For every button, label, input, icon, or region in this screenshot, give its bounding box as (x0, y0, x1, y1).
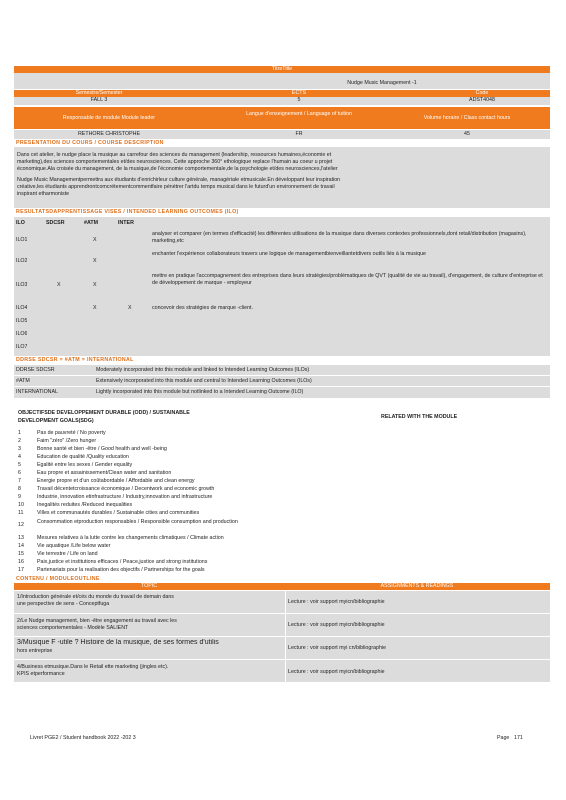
presentation-body (14, 147, 550, 208)
sdg-text: Mesures relatives à la lutte contre les changements climatiques / Climate action (37, 535, 224, 541)
topic-line: sciences comportementales - Modèle SALIENT (17, 625, 129, 631)
sdg-item (18, 454, 548, 462)
sdg-item (18, 510, 548, 518)
contenu-row (14, 660, 550, 682)
sdg-item (18, 478, 548, 486)
intl-row-text: Moderately incorporated into this module and linked to Intended Learning Outcomes (ILOs) (96, 367, 310, 373)
sdg-number: 14 (18, 543, 24, 549)
intl-row-label: #ATM (16, 378, 30, 384)
intl-table (14, 365, 550, 398)
sdg-number: 2 (18, 438, 21, 444)
assign-text: Lecture : voir support myicn/bibliographie (288, 622, 385, 628)
sdg-text: Partenariats pour la realisation des objectifs / Partnerships for the goals (37, 567, 205, 573)
assign-text: Lecture : voir support myicn/bibliographie (288, 669, 385, 675)
ilo-atm-mark: X (93, 305, 97, 311)
sdg-item (18, 535, 548, 543)
sdg-number: 5 (18, 462, 21, 468)
ilo-table (14, 217, 550, 356)
sdg-text: Bonne santé et bien -être / Good health and well -being (37, 446, 167, 452)
sdg-text: Travail décentetcroissance économique / Decentwork and economic growth (37, 486, 215, 492)
code-value: ADST4048 (469, 97, 495, 103)
semester-value-bar (14, 97, 550, 105)
sdg-text: Vie aquatique /Life below water (37, 543, 111, 549)
volume-value: 45 (464, 131, 470, 137)
sdg-text: Vie terrestre / Life on land (37, 551, 98, 557)
sdg-number: 9 (18, 494, 21, 500)
sdg-item (18, 543, 548, 551)
ilo-atm-mark: X (93, 258, 97, 264)
ilo-inter-mark: X (128, 305, 132, 311)
assign-text: Lecture : voir support myi cn/bibliographie (288, 645, 387, 651)
leader-value-bar (14, 130, 550, 139)
footer-page-number: 171 (514, 735, 523, 741)
presentation-line: Dans cet atelier, le nudge place la musique au carrefour des sciences du management (leadership, ressources humaines,économie et (17, 152, 332, 158)
ilo-atm-mark: X (93, 282, 97, 288)
langue-label: Langue d'enseignement / Language of tuition (246, 111, 352, 117)
contenu-heading: CONTENU / MODULEOUTLINE (16, 576, 100, 582)
assign-label: ASSIGNMENTS & READINGS (380, 583, 454, 589)
sdg-text: Egalité entre les sexes / Gender equality (37, 462, 133, 468)
sdg-item (18, 559, 548, 567)
title-value-bar (14, 73, 550, 89)
contenu-row (14, 637, 550, 660)
leader-header-bar (14, 107, 550, 129)
sdg-text: Industrie, innovation etinfrastructure / Industry,innovation and infrastructure (37, 494, 213, 500)
sdg-text: Eau propre et assainissement/Clean water and sanitation (37, 470, 172, 476)
code-label: Code (475, 90, 489, 96)
sdg-number: 3 (18, 446, 21, 452)
ilo-id: ILO5 (16, 318, 28, 324)
sdg-item (18, 486, 548, 494)
semester-header-bar (14, 90, 550, 97)
title-label-bar (14, 66, 550, 73)
presentation-line: marketing),des sciences comportementales et/des neurosciences. Cette approche 360° ethologique replace l'humain au coeur u projet (17, 159, 333, 165)
sdg-number: 7 (18, 478, 21, 484)
sdg-number: 12 (18, 522, 24, 528)
sdg-number: 8 (18, 486, 21, 492)
ilo-col-header: #ATM (84, 220, 99, 226)
topic-line: KPIS etperformance (17, 671, 65, 677)
intl-row-text: Lightly incorporated into this module but notlinked to a Intended Learning Outcome (ILO) (96, 389, 304, 395)
sdg-number: 4 (18, 454, 21, 460)
ilo-id: ILO7 (16, 344, 28, 350)
ilo-text: concevoir des stratégies de marque -client. (152, 305, 253, 311)
intl-row-label: DDRSE SDCSR (16, 367, 55, 373)
sdg-number: 13 (18, 535, 24, 541)
ilo-sdcsr-mark: X (57, 282, 61, 288)
presentation-heading: PRESENTATION DU COURS / COURSE DESCRIPTION (16, 140, 164, 146)
sdg-item (18, 502, 548, 510)
semester-label: Semestre/Semester (75, 90, 123, 96)
volume-label: Volume horaire / Class contact hours (423, 115, 511, 121)
contenu-header-bar (14, 583, 550, 590)
sdg-item (18, 551, 548, 559)
ilo-text: analyser et comparer (en termes d'efficacité) les différentes utilisations de la musique dans diverses contextes professionnels,dont retail/distribution (magasins), marketing,etc (152, 231, 527, 244)
sdg-item (18, 462, 548, 470)
langue-value: FR (295, 131, 303, 137)
intl-row-text: Extensively incorporated into this module and central to Intended Learning Outcomes (ILOs) (96, 378, 312, 384)
topic-label: TOPIC (140, 583, 158, 589)
sdg-text: Energie propre et d'un coûtabordable / Affordable and clean energy (37, 478, 195, 484)
sdg-heading-line2: DEVELOPMENT GOALS(SDG) (18, 418, 94, 424)
ilo-atm-mark: X (93, 237, 97, 243)
presentation-line: économique.Ala croisée du management, de la musique,de l'économie comportementale,de la psychologie et/des neurosciences,l'atelier (17, 166, 338, 172)
sdg-text: Consommation etproduction responsables / Responsible consumption and production (37, 519, 238, 525)
ilo-id: ILO4 (16, 305, 28, 311)
sdg-number: 17 (18, 567, 24, 573)
sdg-heading-right: RELATED WITH THE MODULE (381, 414, 458, 420)
responsable-label: Responsable de module Module leader (62, 115, 156, 121)
sdg-item (18, 567, 548, 575)
sdg-text: Villes et communautés durables / Sustainable cities and communities (37, 510, 200, 516)
sdg-text: Education de qualité /Quality education (37, 454, 129, 460)
intl-row (14, 365, 550, 376)
ilo-id: ILO3 (16, 282, 28, 288)
sdg-number: 10 (18, 502, 24, 508)
assign-text: Lecture : voir support myicn/bibliographie (288, 599, 385, 605)
intl-heading: DDRSE SDCSR = #ATM = INTERNATIONAL (16, 357, 134, 363)
ilo-heading: RESULTATSDAPPRENTISSAGE VISES / INTENDED LEARNING OUTCOMES (ILO) (16, 209, 239, 215)
sdg-heading-line1: OBJECTIFSDE DEVELOPPEMENT DURABLE (ODD) / SUSTAINABLE (18, 410, 190, 416)
intl-row (14, 376, 550, 387)
sdg-text: Inegalités reduites /Reduced inequalities (37, 502, 133, 508)
sdg-number: 6 (18, 470, 21, 476)
ects-label: ECTS (291, 90, 307, 96)
footer-left: Livret PGE2 / Student handbook 2022 -202 3 (30, 735, 136, 741)
footer-page-label: Page (497, 735, 510, 741)
sdg-text: Faim "zéro" /Zero hunger (37, 438, 97, 444)
ilo-id: ILO6 (16, 331, 28, 337)
sdg-number: 15 (18, 551, 24, 557)
presentation-line: créative,les étudiants apprendrontcomcrétementcommentfaire pénétrer l'artdu temps musical dans le futurd'un environnement de travail (17, 184, 335, 190)
ilo-col-header: SDCSR (46, 220, 65, 226)
intl-row (14, 387, 550, 398)
responsable-value: RETHORE CHRISTOPHE (77, 131, 140, 137)
ilo-text: mettre en pratique l'accompagnement des entreprises dans leurs stratégies/problématiques de QVT (qualité de vie au travail), d'engagement, de culture d'entreprise et de développement de marque - employeur (152, 273, 543, 286)
contenu-row (14, 614, 550, 637)
sdg-number: 11 (18, 510, 24, 516)
ilo-col-header: ILO (16, 220, 25, 226)
title-label: TitreTitle (271, 66, 293, 72)
sdg-text: Paix,justice et institutions efficaces / Peace,justice and strong institutions (37, 559, 208, 565)
sdg-number: 16 (18, 559, 24, 565)
ilo-text: enchanter l'expérience collaborateurs travers une logique de managementbienveillantetdivers outils liés à la musique (152, 251, 426, 257)
presentation-line: Nudge Music Managementpermettra aux étudiants d'enrichirleur culture générale, managériale etmusicale.En développant leur inspiration (17, 177, 341, 183)
sdg-item (18, 446, 548, 454)
topic-line: une perspective de sens - Conceptfuga (17, 601, 110, 607)
ilo-id: ILO2 (16, 258, 28, 264)
semester-value: FALL 3 (90, 97, 108, 103)
sdg-item (18, 430, 548, 438)
ilo-id: ILO1 (16, 237, 28, 243)
sdg-number: 1 (18, 430, 21, 436)
sdg-item (18, 519, 548, 533)
sdg-item (18, 438, 548, 446)
topic-line: 1/Introduction générale et/cés du monde du travail de demain dans (17, 594, 174, 600)
sdg-item (18, 470, 548, 478)
contenu-row (14, 591, 550, 614)
topic-line: 2/Le Nudge management, bien -être engagement au travail avec les (17, 618, 177, 624)
sdg-text: Pas de pauvreté / No poverty (37, 430, 106, 436)
ects-value: 5 (297, 97, 301, 103)
sdg-item (18, 494, 548, 502)
presentation-line: inspirant etharmoniste (17, 191, 70, 197)
topic-line: 3/Musique F -utile ? Histoire de la musique, de ses formes d'utilis (17, 639, 219, 646)
topic-line: hors entreprise (17, 648, 53, 654)
title-value: Nudge Music Management -1 (347, 80, 417, 86)
topic-line: 4/Business etmusique.Dans le Retail ette marketing (jingles etc). (17, 664, 169, 670)
intl-row-label: INTERNATIONAL (16, 389, 58, 395)
ilo-col-header: INTER (118, 220, 134, 226)
